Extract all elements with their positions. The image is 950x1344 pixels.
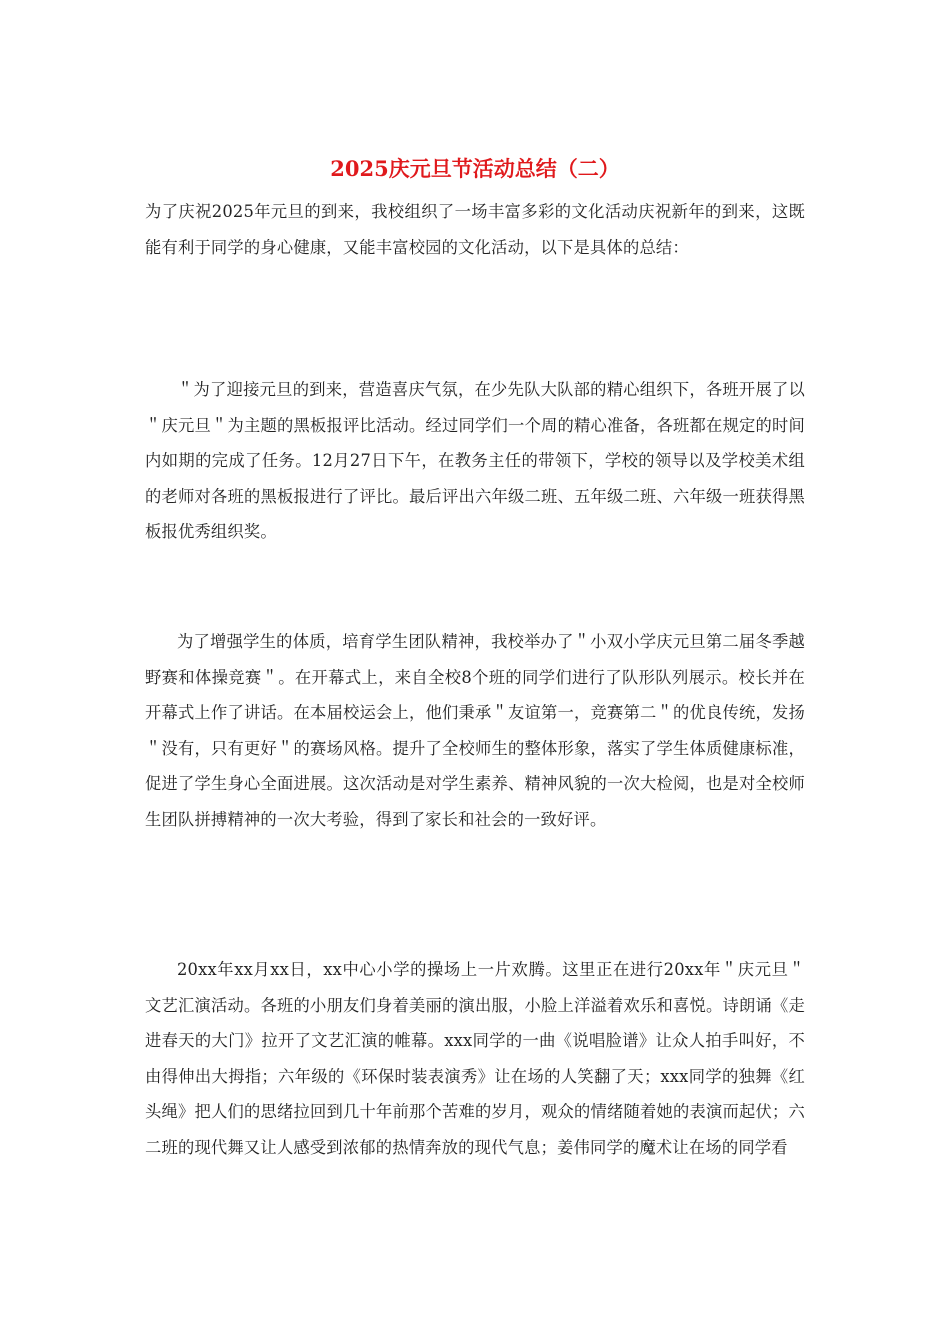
sports-competition-paragraph: 为了增强学生的体质，培育学生团队精神，我校举办了＂小双小学庆元旦第二届冬季越野赛和体操竞赛＂。在开幕式上，来自全校8个班的同学们进行了队形队列展示。校长并在开幕式上作了讲话。在本届校运会上，他们秉承＂友谊第一，竞赛第二＂的优良传统，发扬＂没有，只有更好＂的赛场风格。提升了全校师生的整体形象，落实了学生体质健康标准，促进了学生身心全面进展。这次活动是对学生素养、精神风貌的一次大检阅，也是对全校师生团队拼搏精神的一次大考验，得到了家长和社会的一致好评。 xyxy=(145,632,805,829)
art-performance-paragraph: 20xx年xx月xx日，xx中心小学的操场上一片欢腾。这里正在进行20xx年＂庆元旦＂文艺汇演活动。各班的小朋友们身着美丽的演出服，小脸上洋溢着欢乐和喜悦。诗朗诵《走进春天的大门》拉开了文艺汇演的帷幕。xxx同学的一曲《说唱脸谱》让众人拍手叫好，不由得伸出大拇指；六年级的《环保时装表演秀》让在场的人笑翻了天；xxx同学的独舞《红头绳》把人们的思绪拉回到几十年前那个苦难的岁月，观众的情绪随着她的表演而起伏；六二班的现代舞又让人感受到浓郁的热情奔放的现代气息；姜伟同学的魔术让在场的同学看 xyxy=(145,960,805,1157)
intro-paragraph: 为了庆祝2025年元旦的到来，我校组织了一场丰富多彩的文化活动庆祝新年的到来，这既能有利于同学的身心健康，又能丰富校园的文化活动，以下是具体的总结： xyxy=(145,202,805,257)
blackboard-contest-paragraph: ＂为了迎接元旦的到来，营造喜庆气氛，在少先队大队部的精心组织下，各班开展了以＂庆元旦＂为主题的黑板报评比活动。经过同学们一个周的精心准备，各班都在规定的时间内如期的完成了任务。12月27日下午，在教务主任的带领下，学校的领导以及学校美术组的老师对各班的黑板报进行了评比。最后评出六年级二班、五年级二班、六年级一班获得黑板报优秀组织奖。 xyxy=(145,380,805,541)
document-title: 2025庆元旦节活动总结（二） xyxy=(330,156,620,181)
